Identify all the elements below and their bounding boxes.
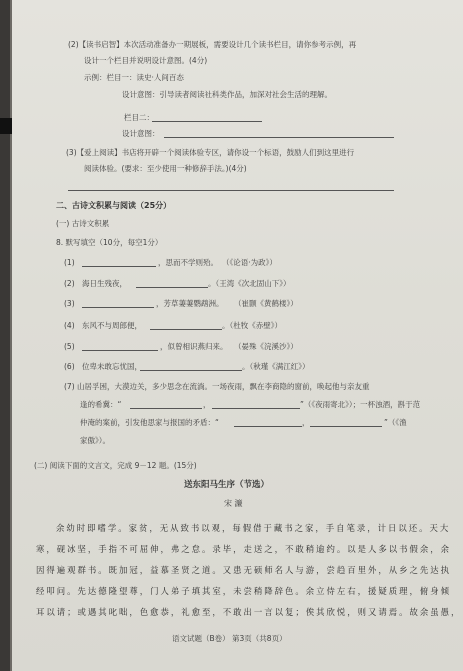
page-shadow-edge bbox=[0, 0, 10, 671]
passage-title: 送东阳马生序（节选） bbox=[184, 480, 270, 490]
exam-paper bbox=[12, 0, 463, 671]
q8-item-4-blank[interactable] bbox=[150, 329, 222, 330]
q8-item-7-comma-1: ， bbox=[203, 400, 211, 409]
q8-item-7-blank-2[interactable] bbox=[212, 408, 300, 409]
q8-item-2-blank[interactable] bbox=[136, 287, 208, 288]
q8-stem: 8. 默写填空（10分，每空1分） bbox=[56, 238, 163, 247]
q8-item-2-text: 海日生残夜， bbox=[82, 279, 127, 288]
q7-2-column-label: 栏目二： bbox=[124, 113, 154, 122]
page-footer: 语文试题（B卷） 第3页（共8页） bbox=[172, 634, 287, 643]
q8-item-3-source: （崔颢《黄鹤楼》） bbox=[234, 299, 298, 308]
q8-item-7-line3-start: 仲淹的案前，引发他思家与报国的矛盾：“ bbox=[80, 418, 219, 427]
q8-item-6-num: (6) bbox=[64, 362, 75, 371]
q8-item-3-num: (3) bbox=[64, 299, 75, 308]
sub2-title: (二) 阅读下面的文言文，完成 9－12 题。(15分) bbox=[34, 461, 197, 470]
q8-item-1-blank[interactable] bbox=[82, 266, 156, 267]
q8-item-1-source: （《论语·为政》） bbox=[222, 258, 277, 267]
q7-3-answer-line[interactable] bbox=[68, 190, 394, 191]
q8-item-7-line1: (7) 山居孚困，大漠边关，多少思念在流淌。一场夜雨，飘在李商隐的窗前，唤起他与亲友重 bbox=[64, 382, 370, 391]
q8-item-7-line4: 家傲》）。 bbox=[80, 436, 110, 445]
q8-item-6-text: 位卑未敢忘忧国， bbox=[82, 362, 142, 371]
q8-item-1-num: (1) bbox=[64, 258, 75, 267]
q8-item-7-blank-3[interactable] bbox=[234, 426, 302, 427]
q7-2-column-answer-line[interactable] bbox=[152, 121, 262, 122]
passage-line-3: 因得遍观群书。既加冠，益慕圣贤之道。又患无硕师名人与游，尝趋百里外，从乡之先达执 bbox=[36, 565, 451, 575]
q8-item-6-blank[interactable] bbox=[140, 370, 242, 371]
q8-item-7-comma-2: ， bbox=[302, 418, 310, 427]
q7-2-intent-answer-line[interactable] bbox=[164, 137, 394, 138]
q8-item-4-source: 。（杜牧《赤壁》） bbox=[222, 321, 282, 330]
q8-item-5-num: (5) bbox=[64, 342, 75, 351]
q8-item-5-source: （晏殊《浣溪沙》） bbox=[234, 342, 298, 351]
q8-item-7-line2-end: ”（《夜雨寄北》）；一杯浊酒，斟于范 bbox=[300, 400, 421, 409]
q8-item-7-line2-start: 逢的希冀：“ bbox=[80, 400, 122, 409]
q7-2-intent-label: 设计意图： bbox=[122, 129, 160, 138]
q7-2-example: 示例：栏目一：读史·人间百态 bbox=[84, 73, 184, 82]
q8-item-5-text: ，似曾相识燕归来。 bbox=[160, 342, 228, 351]
q7-2-line1: (2)【读书启智】本次活动准备办一期展板，需要设计几个读书栏目，请你参考示例，再 bbox=[68, 40, 357, 49]
q7-2-intent-example: 设计意图：引导读者阅读社科类作品，加深对社会生活的理解。 bbox=[122, 90, 332, 99]
passage-author: 宋 濂 bbox=[224, 499, 243, 508]
q8-item-6-source: 。（秋瑾《满江红》） bbox=[242, 362, 310, 371]
q8-item-4-text: 东风不与周郎便， bbox=[82, 321, 142, 330]
q8-item-3-blank[interactable] bbox=[82, 307, 154, 308]
passage-line-2: 寒，砚冰坚，手指不可屈伸，弗之怠。录毕，走送之，不敢稍逾约。以是人多以书假余，余 bbox=[36, 544, 451, 554]
q7-2-line2: 设计一个栏目并说明设计意图。(4分) bbox=[84, 56, 208, 65]
q8-item-1-text: ，思而不学则殆。 bbox=[158, 258, 218, 267]
passage-line-4: 经叩问。先达德隆望尊，门人弟子填其室，未尝稍降辞色。余立侍左右，援疑质理，俯身倾 bbox=[36, 586, 451, 596]
q8-item-7-line3-end: ”（《渔 bbox=[384, 418, 407, 427]
sub1-title: (一) 古诗文积累 bbox=[56, 219, 110, 228]
q8-item-4-num: (4) bbox=[64, 321, 75, 330]
passage-line-1: 余幼时即嗜学。家贫，无从致书以观，每假借于藏书之家，手自笔录，计日以还。天大 bbox=[56, 523, 451, 533]
q8-item-2-source: 。（王湾《次北固山下》） bbox=[208, 279, 291, 288]
passage-line-5: 耳以请；或遇其叱咄，色愈恭，礼愈至，不敢出一言以复；俟其欣悦，则又请焉。故余虽愚， bbox=[36, 607, 462, 617]
section2-title: 二、古诗文积累与阅读（25分） bbox=[56, 201, 172, 210]
q8-item-5-blank[interactable] bbox=[82, 350, 158, 351]
q8-item-2-num: (2) bbox=[64, 279, 75, 288]
q8-item-7-blank-4[interactable] bbox=[310, 426, 382, 427]
q8-item-7-blank-1[interactable] bbox=[130, 408, 202, 409]
q7-3-line2: 阅读体验。(要求：至少使用一种修辞手法。)(4分) bbox=[84, 164, 247, 173]
q8-item-3-text: ，芳草萋萋鹦鹉洲。 bbox=[156, 299, 224, 308]
q7-3-line1: (3)【爱上阅读】书店将开辟一个阅读体验专区，请你设一个标语，鼓励人们到这里进行 bbox=[66, 148, 355, 157]
